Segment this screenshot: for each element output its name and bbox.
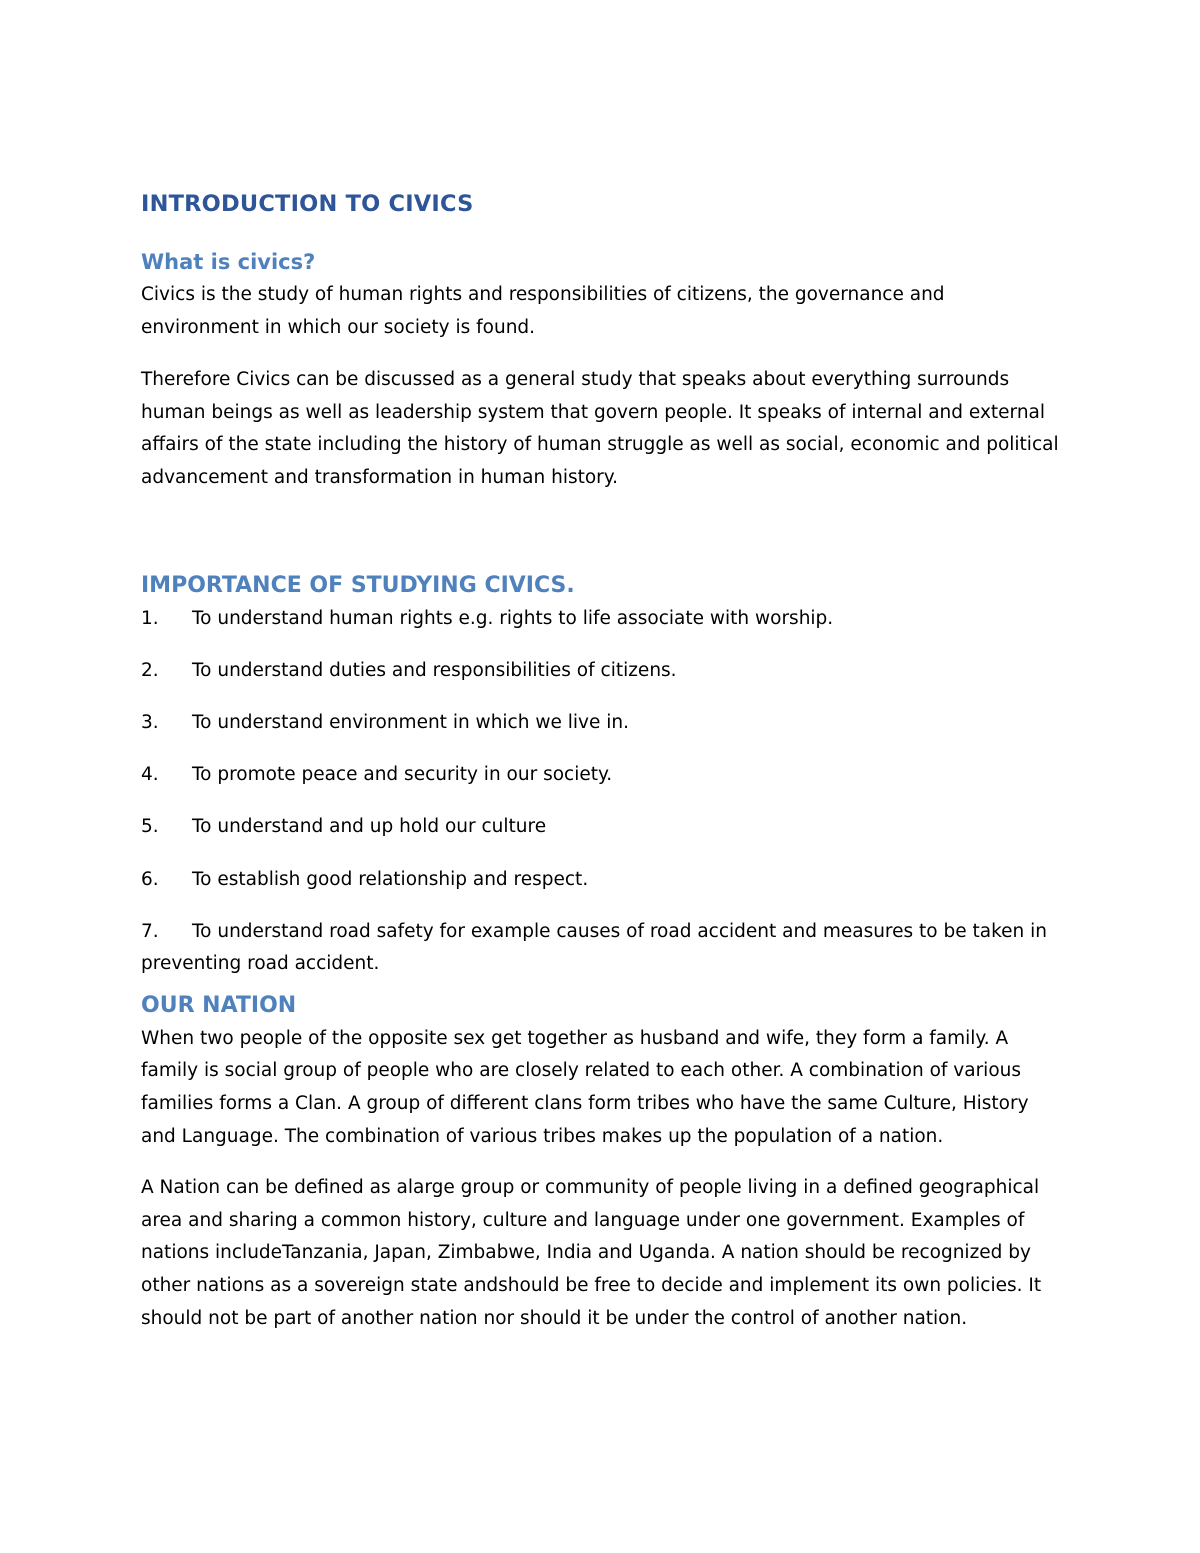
list-item-number: 5. [141, 816, 159, 838]
list-item-text: To understand road safety for example causes of road accident and measures to be taken in preventing road accident. [141, 920, 1047, 975]
our-nation-paragraph-family: When two people of the opposite sex get together as husband and wife, they form a family. A family is social group of people who are closely related to each other. A combination of various families forms a Clan. A group of different clans form tribes who have the same Culture, History and Language. The combination of various tribes makes up the population of a nation. [141, 1027, 1029, 1147]
list-item [141, 603, 1066, 636]
civics-definition-paragraph: Civics is the study of human rights and responsibilities of citizens, the governance and environment in which our society is found. [141, 284, 945, 338]
list-item-number: 2. [141, 659, 159, 681]
list-item [141, 864, 1066, 897]
list-item [141, 811, 1066, 844]
list-item-text: To understand and up hold our culture [192, 816, 547, 838]
document-page [141, 186, 1066, 1335]
importance-heading: IMPORTANCE OF STUDYING CIVICS. [141, 572, 575, 598]
list-item-text: To understand environment in which we live in. [192, 711, 629, 733]
list-item-number: 7. [141, 920, 159, 942]
list-item-text: To establish good relationship and respect. [192, 868, 589, 890]
list-item-text: To promote peace and security in our society. [192, 764, 613, 786]
list-item [141, 707, 1066, 740]
list-item-number: 6. [141, 868, 159, 890]
list-item [141, 916, 1066, 981]
what-is-civics-heading: What is civics? [141, 250, 316, 274]
our-nation-paragraph-definition: A Nation can be defined as alarge group or community of people living in a defined geographical area and sharing a common history, culture and language under one government. Examples of nations includeTanzania, Japan, Zimbabwe, India and Uganda. A nation should be recognized by other nations as a sovereign state andshould be free to decide and implement its own policies. It should not be part of another nation nor should it be under the control of another nation. [141, 1177, 1042, 1329]
page-title: INTRODUCTION TO CIVICS [141, 191, 474, 217]
list-item-number: 4. [141, 764, 159, 786]
list-item-number: 3. [141, 711, 159, 733]
importance-list [141, 603, 1066, 981]
our-nation-heading: OUR NATION [141, 992, 297, 1018]
list-item-text: To understand duties and responsibilities of citizens. [192, 659, 677, 681]
list-item-text: To understand human rights e.g. rights to life associate with worship. [192, 607, 834, 629]
civics-discussion-paragraph: Therefore Civics can be discussed as a general study that speaks about everything surrounds human beings as well as leadership system that govern people. It speaks of internal and external affairs of the state including the history of human struggle as well as social, economic and political advancement and transformation in human history. [141, 369, 1059, 488]
list-item [141, 759, 1066, 792]
list-item-number: 1. [141, 607, 159, 629]
list-item [141, 655, 1066, 688]
